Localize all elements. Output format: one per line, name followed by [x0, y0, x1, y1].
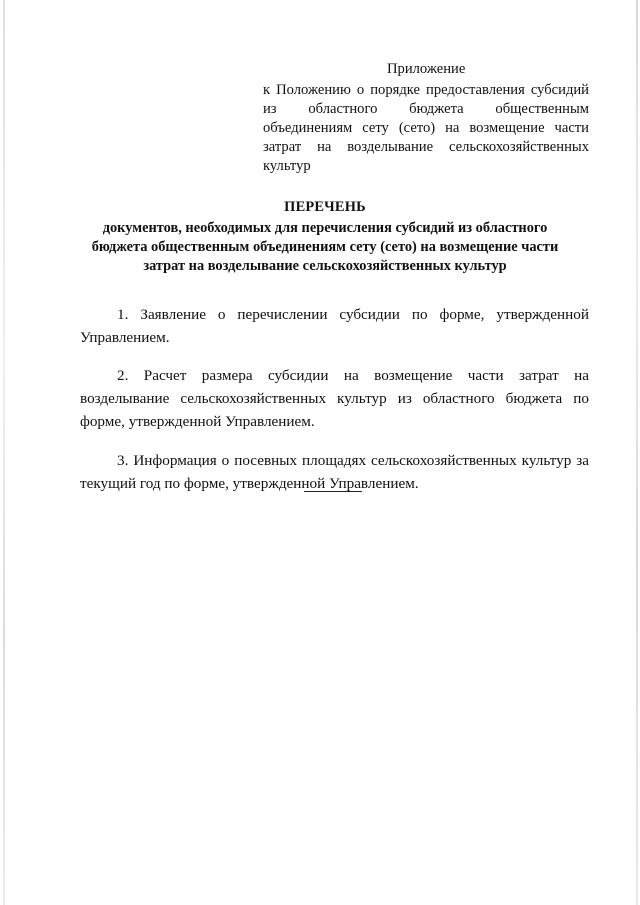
appendix-reference: к Положению о порядке предоставления субсидий из областного бюджета общественным объединениям сету (сето) на возмещение части затрат на возделывание сельскохозяйственных культур	[263, 82, 589, 174]
list-item: 2. Расчет размера субсидии на возмещение части затрат на возделывание сельскохозяйственных культур из областного бюджета по форме, утвержденной Управлением.	[80, 367, 589, 431]
appendix-title: Приложение	[387, 61, 466, 77]
end-divider	[304, 491, 362, 492]
scan-edge-right	[636, 0, 638, 905]
list-item: 1. Заявление о перечислении субсидии по форме, утвержденной Управлением.	[80, 306, 589, 347]
document-heading	[60, 198, 590, 276]
heading-title: ПЕРЕЧЕНЬ	[284, 199, 366, 215]
heading-subtitle: документов, необходимых для перечисления субсидий из областного бюджета общественным объединениям сету (сето) на возмещение части затрат на возделывание сельскохозяйственных культур	[91, 220, 559, 274]
appendix-block	[263, 60, 589, 176]
scan-edge-left	[3, 0, 5, 905]
document-list	[80, 288, 589, 495]
list-item: 3. Информация о посевных площадях сельскохозяйственных культур за текущий год по форме, утвержденной Управлением.	[80, 451, 589, 492]
